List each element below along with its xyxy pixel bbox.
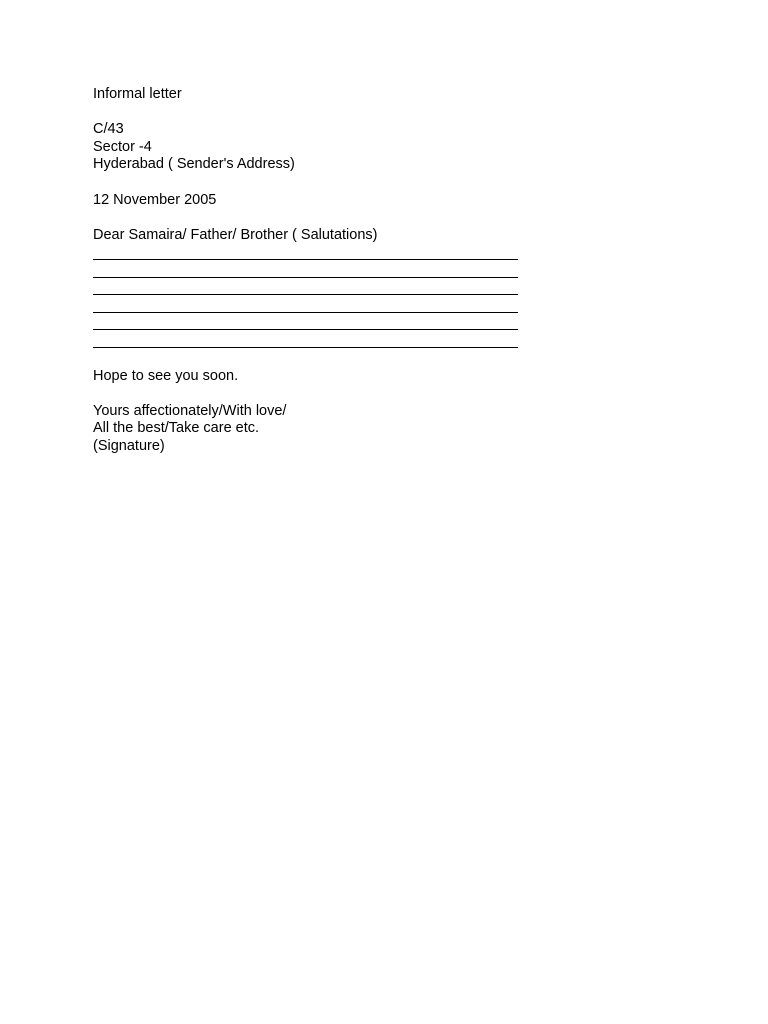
blank-line <box>93 315 523 333</box>
blank-line <box>93 262 523 280</box>
underline-rule <box>93 312 518 313</box>
spacer <box>93 385 523 403</box>
blank-writing-lines <box>93 244 523 350</box>
spacer <box>93 104 523 122</box>
address-line-1: C/43 <box>93 121 124 138</box>
letter-date: 12 November 2005 <box>93 191 217 208</box>
blank-line <box>93 332 523 350</box>
letter-heading: Informal letter <box>93 86 182 102</box>
underline-rule <box>93 259 518 260</box>
address-line-3: Hyderabad ( Sender's Address) <box>93 156 295 173</box>
spacer <box>93 209 523 227</box>
blank-line <box>93 280 523 298</box>
underline-rule <box>93 294 518 295</box>
sender-address <box>93 121 523 174</box>
closing-remark: Hope to see you soon. <box>93 367 239 384</box>
sign-off <box>93 403 523 456</box>
salutation: Dear Samaira/ Father/ Brother ( Salutations) <box>93 226 378 243</box>
underline-rule <box>93 329 518 330</box>
underline-rule <box>93 347 518 348</box>
spacer <box>93 350 523 368</box>
sign-off-line-1: Yours affectionately/With love/ <box>93 402 287 419</box>
blank-line <box>93 244 523 262</box>
underline-rule <box>93 277 518 278</box>
address-line-2: Sector -4 <box>93 138 152 155</box>
signature-placeholder: (Signature) <box>93 437 165 454</box>
letter-page <box>93 86 523 455</box>
spacer <box>93 174 523 192</box>
blank-line <box>93 297 523 315</box>
sign-off-line-2: All the best/Take care etc. <box>93 420 260 437</box>
